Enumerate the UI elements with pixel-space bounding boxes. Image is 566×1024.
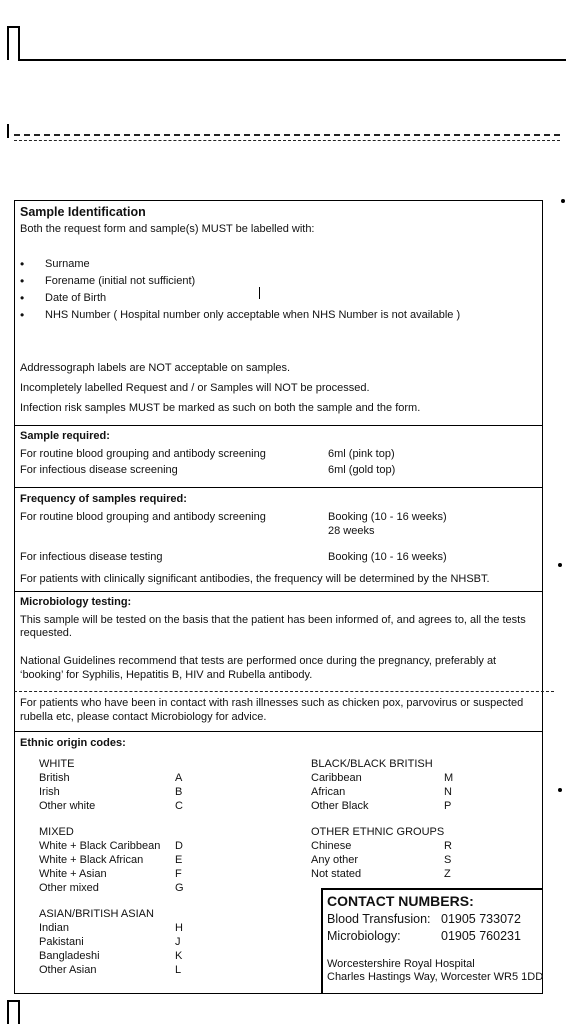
list-item: Surname [45, 258, 90, 270]
section-divider [14, 731, 543, 732]
group-title: OTHER ETHNIC GROUPS [311, 826, 445, 838]
code-letter: F [175, 868, 182, 880]
contact-label: Microbiology: [327, 929, 401, 943]
crop-mark [7, 124, 9, 138]
contact-address: Worcestershire Royal Hospital [327, 958, 475, 970]
code-letter: D [175, 840, 183, 852]
pen-mark [259, 287, 260, 299]
code-label: Chinese [311, 840, 352, 852]
code-label: Pakistani [39, 936, 84, 948]
code-label: Bangladeshi [39, 950, 100, 962]
note-line: Addressograph labels are NOT acceptable on samples. [20, 362, 291, 374]
table-row-value: 28 weeks [328, 525, 375, 537]
code-label: White + Black African [39, 854, 144, 866]
code-label: African [311, 786, 346, 798]
frequency-note: For patients with clinically significant antibodies, the frequency will be determined by the NHSBT. [20, 573, 490, 585]
contact-number: 01905 760231 [441, 929, 521, 943]
list-item: Date of Birth [45, 292, 107, 304]
table-row-value: Booking (10 - 16 weeks) [328, 551, 447, 563]
code-label: White + Asian [39, 868, 107, 880]
sample-id-intro: Both the request form and sample(s) MUST be labelled with: [20, 223, 315, 235]
code-letter: Z [444, 868, 451, 880]
code-letter: S [444, 854, 452, 866]
ethnic-heading: Ethnic origin codes: [20, 737, 126, 749]
group-title: WHITE [39, 758, 75, 770]
paragraph-line: For patients who have been in contact with rash illnesses such as chicken pox, parvovirus or suspected [20, 697, 524, 709]
cut-line [14, 134, 560, 136]
sample-required-heading: Sample required: [20, 430, 110, 442]
code-letter: C [175, 800, 183, 812]
contact-label: Blood Transfusion: [327, 912, 431, 926]
code-label: Irish [39, 786, 60, 798]
crop-mark [7, 1000, 9, 1024]
paragraph-line: National Guidelines recommend that tests are performed once during the pregnancy, preferably at [20, 655, 497, 667]
note-line: Infection risk samples MUST be marked as such on both the sample and the form. [20, 402, 421, 414]
table-row-value: Booking (10 - 16 weeks) [328, 511, 447, 523]
code-letter: L [175, 964, 182, 976]
section-divider [14, 487, 543, 488]
edge-dot [558, 563, 562, 567]
contact-number: 01905 733072 [441, 912, 521, 926]
code-label: Indian [39, 922, 69, 934]
section-divider [14, 425, 543, 426]
code-letter: G [175, 882, 184, 894]
table-row-value: 6ml (gold top) [328, 464, 396, 476]
crop-mark [7, 26, 9, 60]
code-letter: A [175, 772, 183, 784]
code-letter: N [444, 786, 452, 798]
top-rule [18, 59, 566, 61]
code-label: British [39, 772, 70, 784]
edge-dot [558, 788, 562, 792]
group-title: ASIAN/BRITISH ASIAN [39, 908, 154, 920]
code-letter: E [175, 854, 183, 866]
group-title: BLACK/BLACK BRITISH [311, 758, 433, 770]
code-label: Other Black [311, 800, 369, 812]
contact-heading: CONTACT NUMBERS: [327, 893, 474, 909]
code-label: Not stated [311, 868, 362, 880]
code-label: Any other [311, 854, 359, 866]
crop-mark [18, 1000, 20, 1024]
edge-dot [561, 199, 565, 203]
cut-line [14, 140, 560, 141]
bullet-icon: • [20, 274, 25, 288]
paragraph-line: This sample will be tested on the basis that the patient has been informed of, and agrees to, all the tests [20, 614, 526, 626]
bullet-icon: • [20, 291, 25, 305]
bullet-icon: • [20, 257, 25, 271]
microbiology-heading: Microbiology testing: [20, 596, 132, 608]
paragraph-line: rubella etc, please contact Microbiology for advice. [20, 711, 267, 723]
code-letter: K [175, 950, 183, 962]
crop-mark [18, 26, 20, 60]
bullet-icon: • [20, 308, 25, 322]
code-letter: M [444, 772, 454, 784]
section-divider [14, 591, 543, 592]
table-row-label: For infectious disease testing [20, 551, 163, 563]
dashed-divider [14, 691, 554, 692]
code-letter: J [175, 936, 181, 948]
group-title: MIXED [39, 826, 74, 838]
code-letter: B [175, 786, 183, 798]
table-row-value: 6ml (pink top) [328, 448, 395, 460]
code-label: Other Asian [39, 964, 97, 976]
frequency-heading: Frequency of samples required: [20, 493, 187, 505]
code-letter: H [175, 922, 183, 934]
contact-address: Charles Hastings Way, Worcester WR5 1DD [327, 971, 544, 983]
code-letter: R [444, 840, 452, 852]
code-label: Caribbean [311, 772, 362, 784]
table-row-label: For infectious disease screening [20, 464, 178, 476]
code-label: White + Black Caribbean [39, 840, 161, 852]
list-item: Forename (initial not sufficient) [45, 275, 196, 287]
sample-id-heading: Sample Identification [20, 205, 146, 219]
code-letter: P [444, 800, 452, 812]
paragraph-line: ‘booking’ for Syphilis, Hepatitis B, HIV and Rubella antibody. [20, 669, 313, 681]
note-line: Incompletely labelled Request and / or Samples will NOT be processed. [20, 382, 370, 394]
table-row-label: For routine blood grouping and antibody screening [20, 511, 266, 523]
paragraph-line: requested. [20, 627, 72, 639]
code-label: Other mixed [39, 882, 99, 894]
table-row-label: For routine blood grouping and antibody screening [20, 448, 266, 460]
code-label: Other white [39, 800, 96, 812]
list-item: NHS Number ( Hospital number only acceptable when NHS Number is not available ) [45, 309, 461, 321]
